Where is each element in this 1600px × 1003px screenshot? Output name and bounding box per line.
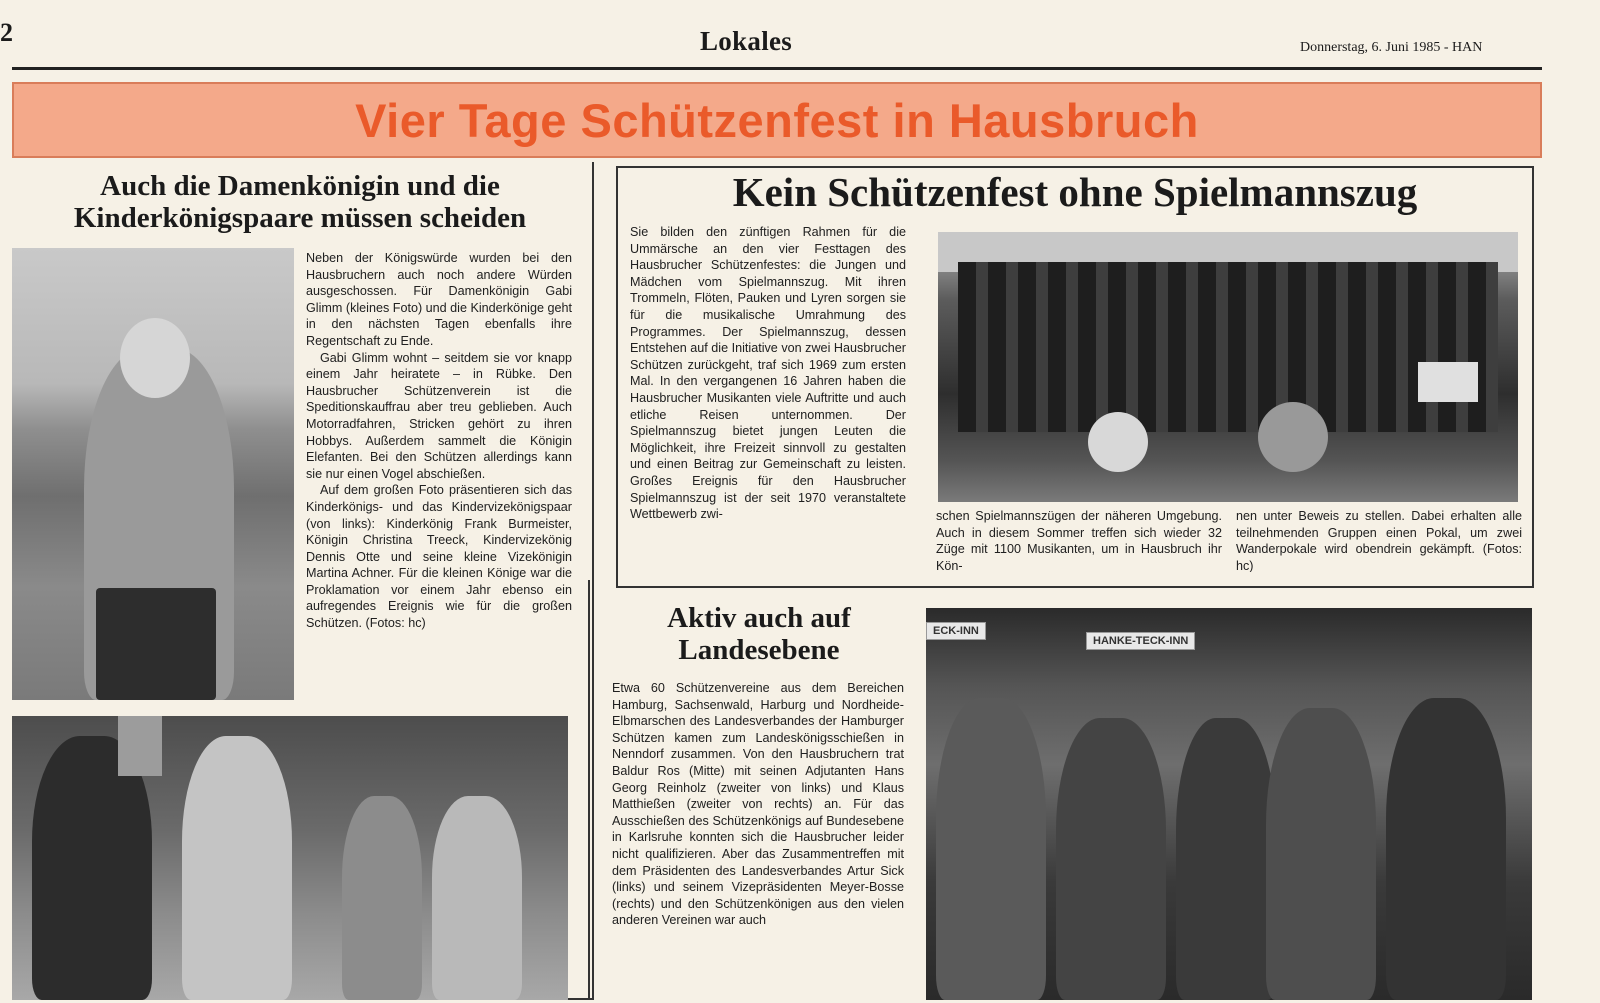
band-caption-col2: nen unter Beweis zu stellen. Dabei erhalten alle teilnehmenden Gruppen einen Pokal, um zwei Wanderpokale wird obendrein gekämpft. (Fotos: hc) — [1236, 509, 1522, 572]
aktiv-headline: Aktiv auch auf Landesebene — [667, 602, 851, 667]
page-number: 2 — [0, 18, 13, 47]
photo-figure — [1266, 708, 1376, 1000]
photo-spielmannszug — [938, 232, 1518, 502]
aktiv-article-body — [612, 680, 904, 1000]
photo-figure-skirt — [96, 588, 216, 700]
photo-figure — [1176, 718, 1276, 1000]
photo-figure — [432, 796, 522, 1000]
photo-kinderkoenige — [12, 716, 568, 1000]
paragraph: Etwa 60 Schützenvereine aus dem Bereichen Hamburg, Sachsenwald, Harburg und Nordheide-Elbmarschen des Landesverbandes der Hamburger Schützen kamen zum Landeskönigsschießen in Nenndorf zusammen. Von den Hausbruchern trat Baldur Ros (Mitte) mit seinen Adjutanten Hans Georg Reinholz (zweiter von links) und Klaus Matthießen (zweiter von rechts) an. Für das Ausschießen des Schützenkönigs auf Bundesebene in Karlsruhe konnten sich die Hausbrucher leider nicht qualifizieren. Aber das Zusammentreffen mit dem Präsidenten des Landesverbandes Artur Sick (links) und seinem Vizepräsidenten Meyer-Bosse (rechts) und den Schützenkönigen aus den vielen anderen Vereinen war auch — [612, 681, 904, 928]
photo-sign-eck-inn: ECK-INN — [926, 622, 986, 640]
photo-figure-head — [120, 318, 190, 398]
photo-drum — [1258, 402, 1328, 472]
photo-drum — [1088, 412, 1148, 472]
band-caption-col1: schen Spielmannszügen der näheren Umgebung. Auch in diesem Sommer treffen sich wieder 32 Züge mit 1100 Musikanten, um in Hausbruch ihr Kön- — [936, 509, 1222, 572]
photo-figure — [1386, 698, 1506, 1000]
dateline: Donnerstag, 6. Juni 1985 - HAN — [1300, 40, 1483, 55]
photo-figure — [182, 736, 292, 1000]
photo-figure — [1056, 718, 1166, 1000]
banner-title: Vier Tage Schützenfest in Hausbruch — [355, 93, 1199, 147]
photo-figure — [342, 796, 422, 1000]
paragraph: Sie bilden den zünftigen Rahmen für die Ummärsche an den vier Festtagen des Hausbrucher Schützenfestes: die Jungen und Mädchen vom Spielmannszug. Mit ihren Trommeln, Flöten, Pauken und Lyren sorgen sie für die musikalische Umrahmung des Programmes. Der Spielmannszug, dessen Entstehen auf die Initiative von zwei Hausbrucher Schützen zurückgeht, traf sich 1969 zum ersten Mal. In den vergangenen 16 Jahren haben die Hausbrucher Musikanten viele Auftritte und auch etliche Reisen unternommen. Der Spielmannszug bietet jungen Leuten die Möglichkeit, ihre Freizeit sinnvoll zu gestalten und einen Beitrag zur Gemeinschaft zu leisten. Großes Ereignis für den Hausbrucher Spielmannszug ist der seit 1970 veranstaltete Wettbewerb zwi- — [630, 225, 906, 522]
paragraph: Neben der Königswürde wurden bei den Hausbruchern auch noch andere Würden ausgeschossen. Für Damenkönigin Gabi Glimm (kleines Foto) und die Kinderkönige geht in den nächsten Tagen ebenfalls ihre Regentschaft zu Ende. — [306, 251, 572, 348]
paragraph: Auf dem großen Foto präsentieren sich das Kinderkönigs- und das Kindervizekönigspaar (von links): Kinderkönig Frank Burmeister, Königin Christina Treeck, Kindervizekönig Dennis Otte und seine kleine Vizekönigin Martina Achner. Für die kleinen Könige war die Proklamation vor einem Jahr ebenso ein aufregendes Ereignis wie für die großen Schützen. (Fotos: hc) — [306, 483, 572, 631]
right-article-body — [630, 224, 906, 568]
photo-figure — [936, 698, 1046, 1000]
column-rule — [588, 580, 590, 1000]
photo-band-members — [958, 262, 1498, 432]
header-rule — [12, 67, 1542, 70]
photo-wall-vent — [118, 716, 162, 776]
right-headline: Kein Schützenfest ohne Spielmannszug — [732, 169, 1418, 215]
left-headline: Auch die Damenkönigin und die Kinderkönigspaare müssen scheiden — [73, 170, 527, 235]
photo-sign-hanke-teck-inn: HANKE-TECK-INN — [1086, 632, 1195, 650]
photo-damenkoenigin — [12, 248, 294, 700]
section-title: Lokales — [700, 26, 793, 56]
banner — [12, 82, 1542, 158]
photo-landeskoenige — [926, 608, 1532, 1000]
photo-sign — [1418, 362, 1478, 402]
left-article-body — [306, 250, 572, 702]
paragraph: Gabi Glimm wohnt – seitdem sie vor knapp einem Jahr heiratete – in Rübke. Den Hausbrucher Schützenverein ist die Speditionskauffrau aber treu geblieben. Auch Motorradfahren, Stricken gehört zu ihren Hobbys. Außerdem sammelt die Königin Elefanten. Bei den Schützen allerdings kann sie nur einen Vogel abschießen. — [306, 350, 572, 481]
